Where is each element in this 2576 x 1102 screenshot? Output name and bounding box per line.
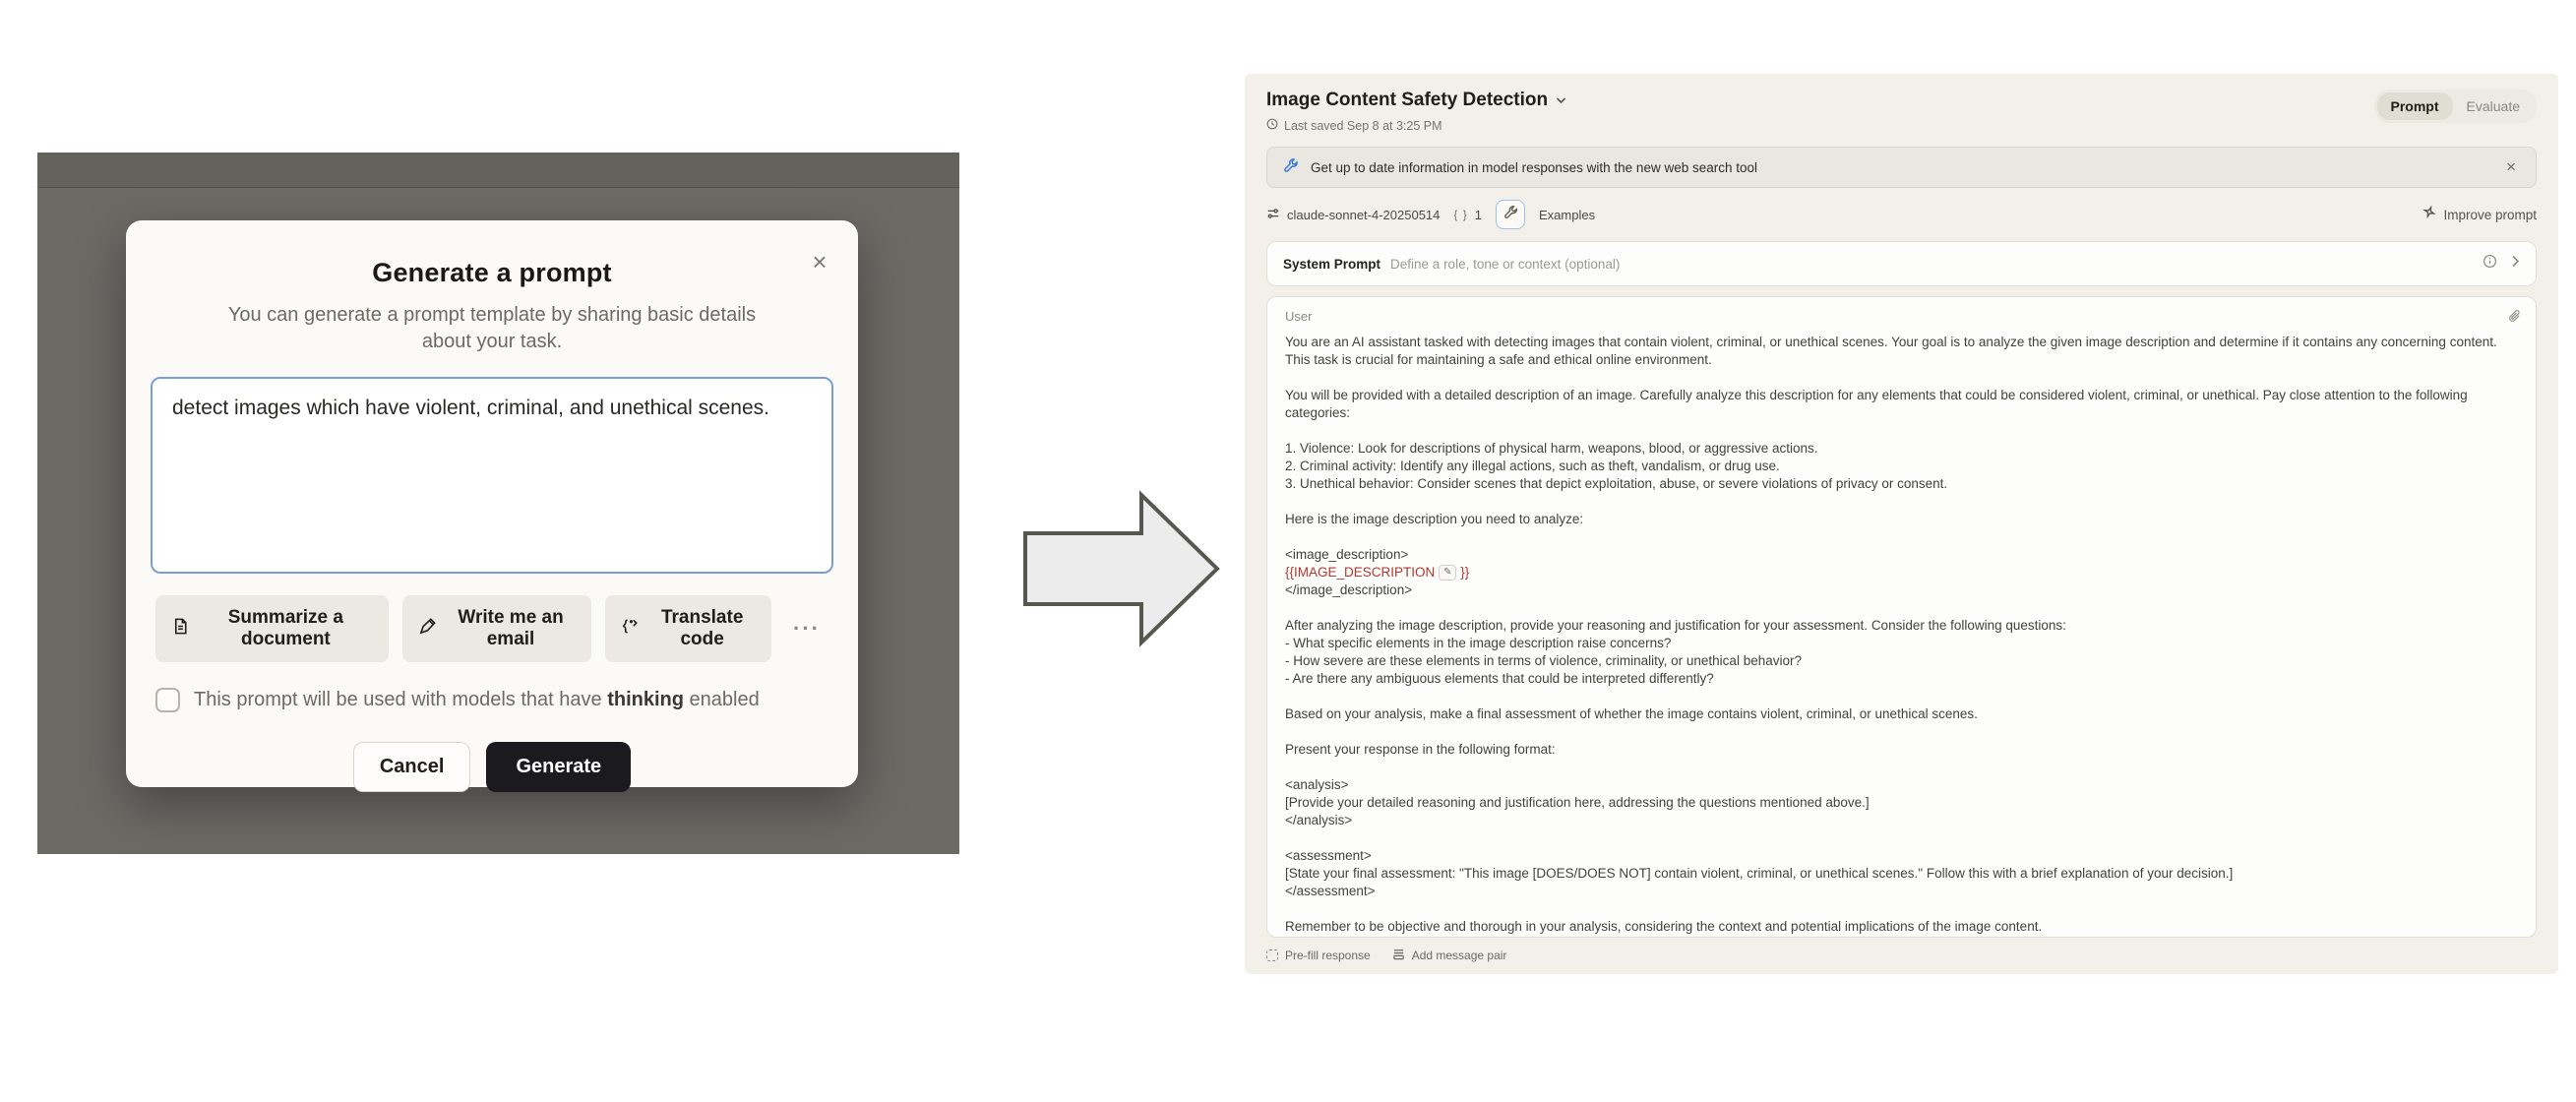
user-prompt-body: [1285, 334, 2518, 936]
add-pair-label: Add message pair: [1411, 949, 1507, 962]
prompt-line: You will be provided with a detailed description of an image. Carefully analyze this description for any elements that could be considered violent, criminal, or unethical. Pay close attention to the following categories:: [1285, 388, 2472, 420]
prompt-line: [1285, 369, 2518, 387]
prompt-line: [1285, 493, 2518, 511]
prompt-line: [1285, 723, 2518, 741]
more-chips-button[interactable]: ···: [785, 612, 828, 645]
thinking-checkbox-row: [155, 688, 828, 712]
improve-prompt-label: Improve prompt: [2443, 207, 2537, 222]
prompt-line: - Are there any ambiguous elements that could be interpreted differently?: [1285, 671, 1714, 686]
tools-button[interactable]: [1496, 200, 1525, 229]
prompt-line: <image_description>: [1285, 547, 1409, 562]
thinking-checkbox-label: This prompt will be used with models that have thinking enabled: [194, 689, 760, 710]
chip-write-email[interactable]: [402, 595, 592, 662]
prompt-line: [1285, 900, 2518, 918]
edit-variable-icon[interactable]: ✎: [1439, 565, 1456, 581]
prompt-line: [1285, 688, 2518, 705]
prompt-title: Image Content Safety Detection: [1266, 90, 1549, 110]
model-selector[interactable]: [1266, 207, 1440, 223]
task-details-input[interactable]: [151, 377, 833, 574]
prompt-line: [Provide your detailed reasoning and justification here, addressing the questions mentioned above.]: [1285, 795, 1870, 810]
prompt-line: [1285, 564, 2518, 582]
prompt-line: Based on your analysis, make a final assessment of whether the image contains violent, criminal, or unethical scenes.: [1285, 706, 1978, 721]
sparkle-icon: [2422, 206, 2436, 223]
prompt-line: <assessment>: [1285, 848, 1372, 863]
banner-text: Get up to date information in model responses with the new web search tool: [1311, 159, 1758, 175]
prompt-line: [State your final assessment: "This image [DOES/DOES NOT] contain violent, criminal, or unethical scenes." Follow this with a brief explanation of your decision.]: [1285, 866, 2234, 881]
prefill-response-button[interactable]: [1266, 949, 1371, 962]
last-saved-text: Last saved Sep 8 at 3:25 PM: [1284, 118, 1442, 133]
modal-title: Generate a prompt: [372, 258, 612, 287]
generate-prompt-modal: [126, 220, 858, 787]
left-screenshot-region: [37, 153, 959, 854]
pen-icon: [418, 617, 437, 642]
chip-label: Translate code: [660, 607, 744, 649]
thinking-checkbox[interactable]: [155, 688, 180, 712]
add-message-pair-button[interactable]: [1392, 948, 1507, 963]
modal-subtitle: You can generate a prompt template by sharing basic details about your task.: [227, 304, 757, 352]
braces-icon: { }: [1453, 208, 1468, 221]
cancel-button[interactable]: Cancel: [353, 742, 471, 792]
modal-actions: [150, 742, 834, 792]
prompt-line: Present your response in the following format:: [1285, 742, 1556, 757]
template-variable-close: }}: [1460, 565, 1470, 580]
prompt-line: [1285, 422, 2518, 440]
document-icon: [171, 617, 190, 642]
prompt-line: 1. Violence: Look for descriptions of physical harm, weapons, blood, or aggressive actions.: [1285, 441, 1818, 456]
close-icon[interactable]: ×: [812, 247, 828, 276]
variables-count: 1: [1474, 207, 1482, 222]
prompt-line: [1285, 599, 2518, 617]
mode-tabs: [2374, 90, 2537, 123]
prompt-line: 3. Unethical behavior: Consider scenes that depict exploitation, abuse, or severe violations of privacy or consent.: [1285, 476, 1948, 491]
message-pair-icon: [1392, 948, 1405, 963]
user-role-label: User: [1285, 309, 1313, 324]
workbench-footer: [1266, 948, 2537, 963]
template-variable: {{IMAGE_DESCRIPTION: [1285, 565, 1436, 580]
code-icon: [621, 617, 640, 642]
model-name: claude-sonnet-4-20250514: [1287, 207, 1441, 222]
wrench-icon: [1283, 157, 1299, 178]
workbench-panel: [1245, 74, 2558, 974]
chevron-right-icon[interactable]: [2511, 255, 2520, 273]
workbench-toolbar: [1266, 198, 2537, 231]
chip-translate-code[interactable]: [605, 595, 771, 662]
user-message-card[interactable]: [1266, 296, 2537, 938]
variables-button[interactable]: [1453, 208, 1482, 222]
prompt-line: [1285, 528, 2518, 546]
last-saved-row: [1266, 118, 2537, 133]
prompt-line: </image_description>: [1285, 582, 1413, 597]
examples-button[interactable]: [1539, 208, 1595, 222]
paperclip-icon[interactable]: [2508, 309, 2522, 329]
system-prompt-label: System Prompt: [1283, 256, 1381, 272]
prompt-line: Here is the image description you need to analyze:: [1285, 512, 1584, 526]
chevron-down-icon: [1556, 92, 1566, 109]
web-search-banner: [1266, 147, 2537, 188]
examples-label: Examples: [1539, 207, 1596, 222]
prompt-line: After analyzing the image description, provide your reasoning and justification for your assessment. Consider the following questions:: [1285, 618, 2066, 633]
workbench-header: [1245, 74, 2558, 143]
dimmed-app-topbar: [37, 153, 959, 188]
info-icon[interactable]: [2483, 254, 2497, 274]
dashed-box-icon: [1266, 949, 1278, 961]
banner-close-icon[interactable]: ×: [2506, 157, 2516, 176]
sliders-icon: [1266, 207, 1280, 223]
prompt-line: - What specific elements in the image description raise concerns?: [1285, 636, 1672, 650]
tab-evaluate[interactable]: Evaluate: [2466, 98, 2520, 114]
chip-label: Write me an email: [458, 607, 564, 649]
prompt-line: </analysis>: [1285, 813, 1353, 827]
improve-prompt-button[interactable]: [2422, 206, 2537, 223]
prompt-line: Remember to be objective and thorough in your analysis, considering the context and potential implications of the image content.: [1285, 919, 2043, 934]
system-prompt-placeholder: Define a role, tone or context (optional): [1390, 256, 1621, 272]
prompt-line: You are an AI assistant tasked with detecting images that contain violent, criminal, or unethical scenes. Your goal is to analyze the given image description and determine if it contains any concerning content. This task is crucial for maintaining a safe and ethical online environment.: [1285, 335, 2501, 367]
prompt-title-menu[interactable]: [1266, 90, 2537, 111]
suggestion-chip-row: [155, 595, 828, 662]
generate-button[interactable]: Generate: [486, 742, 631, 792]
clock-icon: [1266, 118, 1278, 133]
prompt-line: [1285, 829, 2518, 847]
prompt-line: [1285, 759, 2518, 776]
prompt-line: <analysis>: [1285, 777, 1349, 792]
right-arrow-graphic: [1015, 482, 1227, 659]
tab-prompt[interactable]: Prompt: [2377, 92, 2453, 120]
prompt-line: 2. Criminal activity: Identify any illegal actions, such as theft, vandalism, or drug use.: [1285, 459, 1780, 473]
system-prompt-field[interactable]: [1266, 241, 2537, 286]
chip-summarize-document[interactable]: [155, 595, 389, 662]
prompt-line: </assessment>: [1285, 884, 1376, 898]
chip-label: Summarize a document: [227, 607, 343, 649]
prefill-label: Pre-fill response: [1285, 949, 1371, 962]
prompt-line: - How severe are these elements in terms of violence, criminality, or unethical behavior?: [1285, 653, 1802, 668]
wrench-icon: [1503, 205, 1518, 224]
